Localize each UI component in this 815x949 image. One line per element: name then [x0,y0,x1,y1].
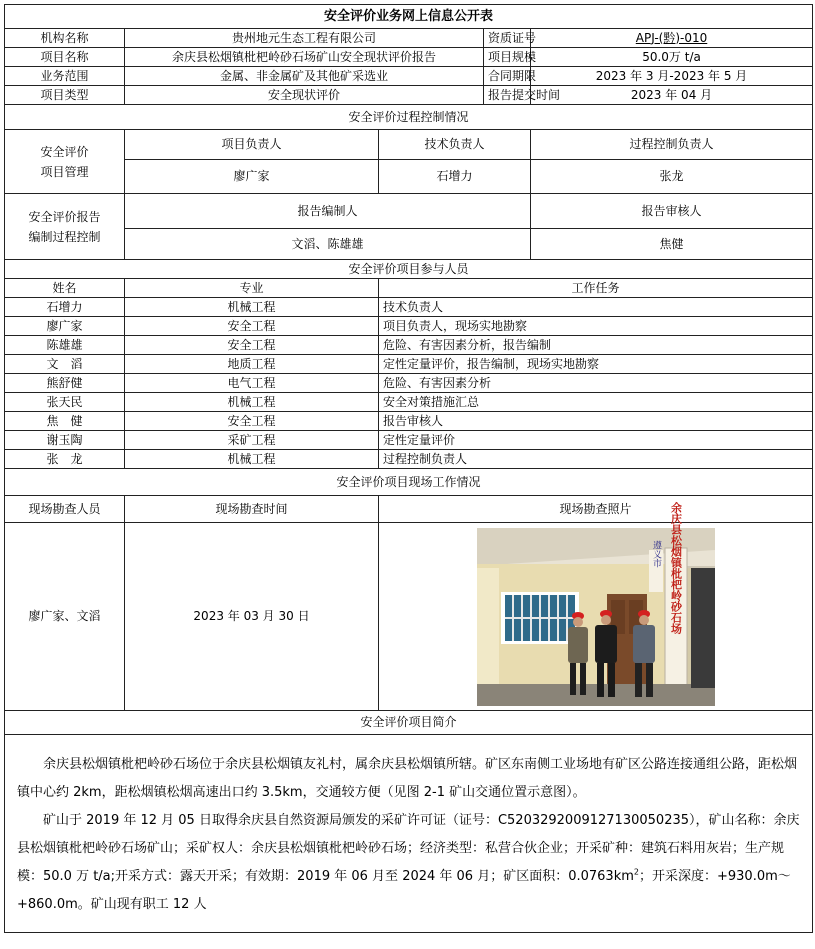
intro-paragraph-1: 余庆县松烟镇枇杷岭砂石场位于余庆县松烟镇友礼村，属余庆县松烟镇所辖。矿区东南侧工业场地有矿区公路连接通组公路，距松烟镇中心约 2km，距松烟镇松烟高速出口约 3.5km，交通较方便（见图 2-1 矿山交通位置示意图）。 [17,757,798,800]
participant-task: 危险、有害因素分析，报告编制 [379,336,813,355]
col-time-header: 现场勘查时间 [125,496,379,523]
participant-name: 石增力 [5,298,125,317]
participant-task: 项目负责人，现场实地勘察 [379,317,813,336]
col-task-header: 工作任务 [379,279,813,298]
participant-task: 定性定量评价，报告编制，现场实地勘察 [379,355,813,374]
participant-task: 危险、有害因素分析 [379,374,813,393]
participant-name: 焦 健 [5,412,125,431]
table-row [5,431,813,450]
report-label: 安全评价报告 编制过程控制 [5,194,125,260]
col-name-header: 姓名 [5,279,125,298]
author-value: 文滔、陈雄雄 [125,229,531,260]
scale-value: 50.0万 t/a [531,48,813,67]
participant-name: 廖广家 [5,317,125,336]
submit-value: 2023 年 04 月 [531,86,813,105]
participant-name: 张 龙 [5,450,125,469]
table-row [5,317,813,336]
process-section-title: 安全评价过程控制情况 [5,105,813,130]
sign-text: 余庆县松烟镇枇杷岭砂石场 [669,501,683,634]
type-label: 项目类型 [5,86,125,105]
participant-major: 机械工程 [125,450,379,469]
info-disclosure-table [4,4,813,933]
tech-value: 石增力 [379,160,531,194]
table-row [5,355,813,374]
participant-major: 安全工程 [125,412,379,431]
org-label: 机构名称 [5,29,125,48]
ctrl-header: 过程控制负责人 [531,130,813,160]
participant-major: 机械工程 [125,298,379,317]
intro-section-title: 安全评价项目简介 [5,711,813,735]
participant-task: 报告审核人 [379,412,813,431]
ctrl-value: 张龙 [531,160,813,194]
cert-value: APJ-(黔)-010 [531,29,813,48]
table-row [5,393,813,412]
scope-label: 业务范围 [5,67,125,86]
reviewer-value: 焦健 [531,229,813,260]
cert-label: 资质证号 [484,29,531,48]
participant-name: 熊舒健 [5,374,125,393]
pm-header: 项目负责人 [125,130,379,160]
participant-major: 地质工程 [125,355,379,374]
project-name-label: 项目名称 [5,48,125,67]
reviewer-header: 报告审核人 [531,194,813,229]
participant-task: 安全对策措施汇总 [379,393,813,412]
site-people-value: 廖广家、文滔 [5,523,125,711]
participant-task: 定性定量评价 [379,431,813,450]
participant-major: 安全工程 [125,336,379,355]
pm-value: 廖广家 [125,160,379,194]
scale-label: 项目规模 [484,48,531,67]
table-row [5,374,813,393]
project-name-value: 余庆县松烟镇枇杷岭砂石场矿山安全现状评价报告 [125,48,484,67]
tech-header: 技术负责人 [379,130,531,160]
intro-body [5,735,813,933]
table-row [5,336,813,355]
col-major-header: 专业 [125,279,379,298]
participant-major: 电气工程 [125,374,379,393]
participant-major: 安全工程 [125,317,379,336]
contract-value: 2023 年 3 月-2023 年 5 月 [531,67,813,86]
participant-major: 机械工程 [125,393,379,412]
col-people-header: 现场勘查人员 [5,496,125,523]
table-row [5,298,813,317]
participant-task: 技术负责人 [379,298,813,317]
contract-label: 合同期限 [484,67,531,86]
participant-name: 文 滔 [5,355,125,374]
col-photo-header: 现场勘查照片 [379,496,813,523]
submit-label: 报告提交时间 [484,86,531,105]
org-value: 贵州地元生态工程有限公司 [125,29,484,48]
author-header: 报告编制人 [125,194,531,229]
participant-name: 张天民 [5,393,125,412]
participant-name: 谢玉陶 [5,431,125,450]
participants-section-title: 安全评价项目参与人员 [5,260,813,279]
form-title: 安全评价业务网上信息公开表 [5,5,813,29]
table-row [5,412,813,431]
table-row [5,450,813,469]
intro-paragraph-2: 矿山于 2019 年 12 月 05 日取得余庆县自然资源局颁发的采矿许可证（证号：C5203292009127130050235），矿山名称：余庆县松烟镇枇杷岭砂石场矿山；采矿权人：余庆县松烟镇枇杷岭砂石场；经济类型：私营合伙企业；开采矿种：建筑石料用灰岩；生产规模：50.0 万 t/a;开采方式：露天开采；有效期：2019 年 06 月至 2024 年 06 月；矿区面积：$0.0763km^2$；开采深度：+930.0m～+860.0m。矿山现有职工 12 人 [17,813,800,912]
scope-value: 金属、非金属矿及其他矿采选业 [125,67,484,86]
participant-name: 陈雄雄 [5,336,125,355]
mgmt-label: 安全评价 项目管理 [5,130,125,194]
sign-side-text: 遵义市 [650,540,661,567]
site-time-value: 2023 年 03 月 30 日 [125,523,379,711]
type-value: 安全现状评价 [125,86,484,105]
site-section-title: 安全评价项目现场工作情况 [5,469,813,496]
participant-major: 采矿工程 [125,431,379,450]
participant-task: 过程控制负责人 [379,450,813,469]
